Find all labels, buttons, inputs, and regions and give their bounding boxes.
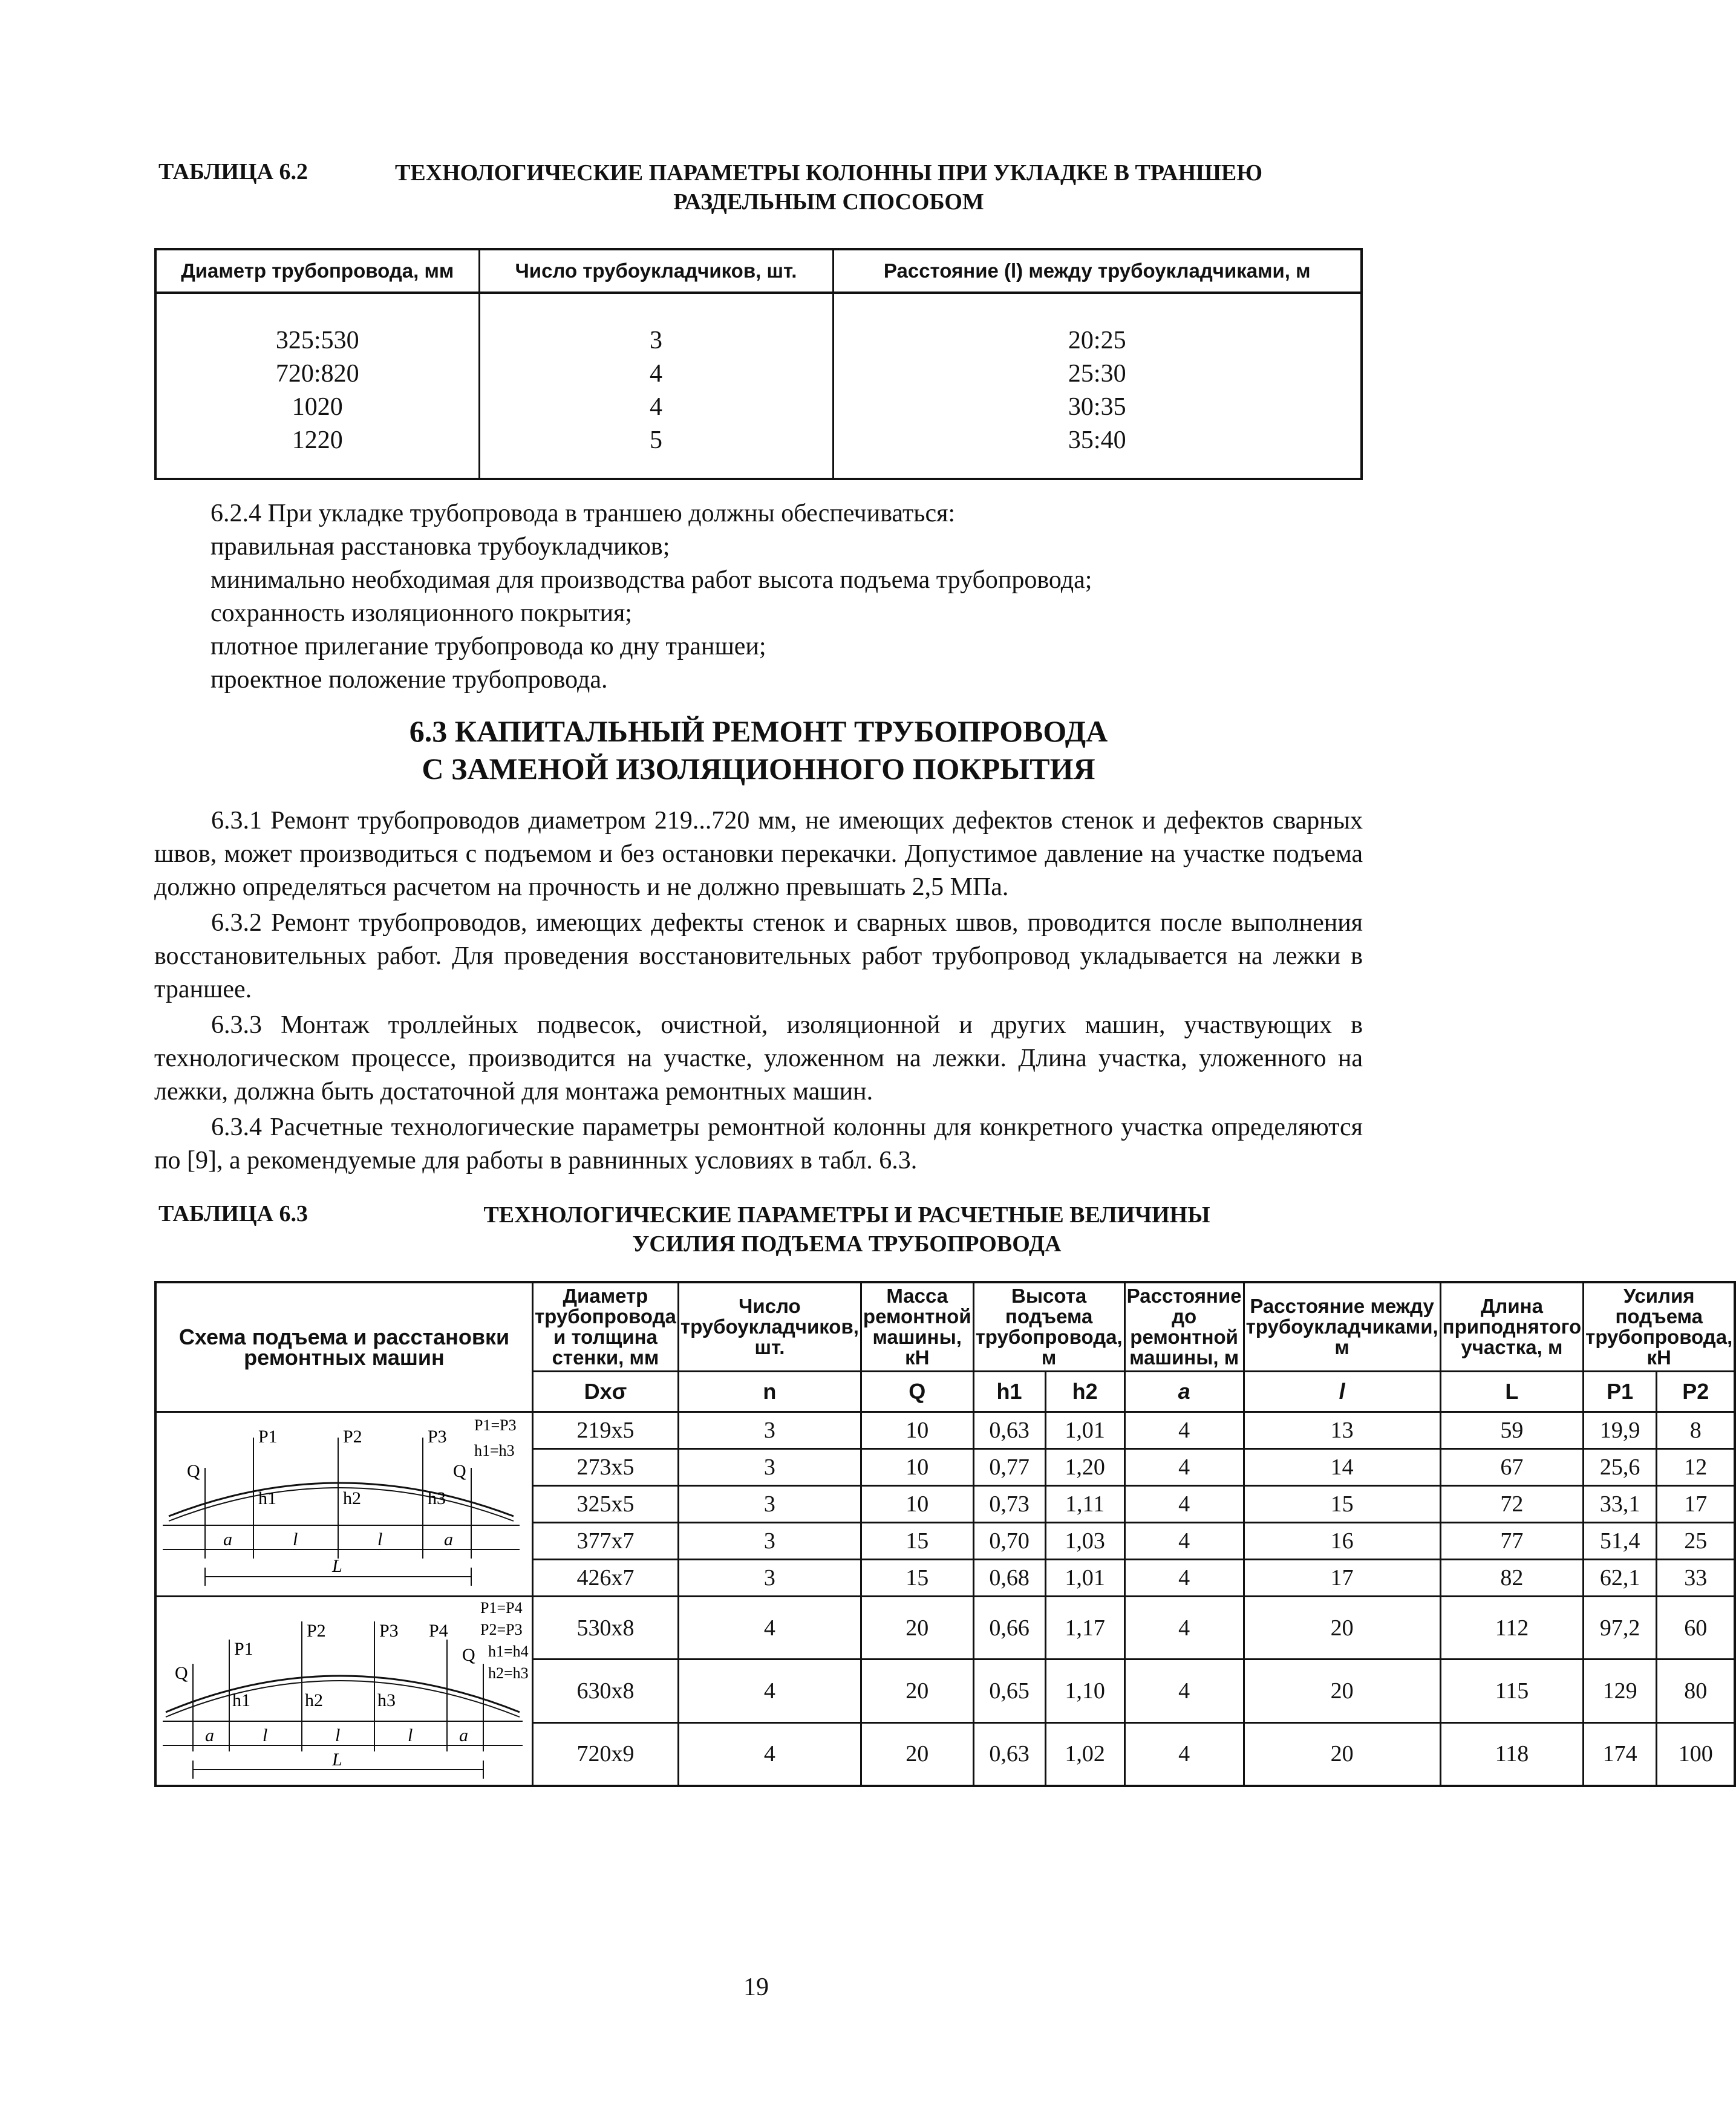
cell: 17 — [1244, 1560, 1440, 1597]
cell: 325x5 — [533, 1486, 679, 1523]
cell: 3 — [678, 1523, 861, 1560]
symbol-L: L — [1440, 1372, 1584, 1412]
cell: 112 — [1440, 1597, 1584, 1660]
cell: 33,1 — [1584, 1486, 1657, 1523]
cell: 219x5 — [533, 1412, 679, 1449]
scheme-label: L — [332, 1750, 342, 1770]
heading-line1: 6.3 КАПИТАЛЬНЫЙ РЕМОНТ ТРУБОПРОВОДА — [409, 714, 1108, 748]
section-6-3-heading — [154, 712, 1363, 787]
header-scheme: Схема подъема и расстановки ремонтных машин — [155, 1282, 533, 1412]
cell: 25 — [1657, 1523, 1735, 1560]
cell: 20:25 — [1068, 327, 1126, 354]
scheme-label: h2 — [343, 1488, 361, 1508]
scheme-label: P1=P4 — [480, 1599, 523, 1617]
table-6-3-title-line1: ТЕХНОЛОГИЧЕСКИЕ ПАРАМЕТРЫ И РАСЧЕТНЫЕ ВЕЛИЧИНЫ — [483, 1202, 1210, 1228]
cell: 62,1 — [1584, 1560, 1657, 1597]
para-line: сохранность изоляционного покрытия; — [210, 599, 632, 627]
cell: 33 — [1657, 1560, 1735, 1597]
scheme-label: a — [223, 1529, 232, 1549]
cell: 80 — [1657, 1660, 1735, 1722]
cell: 3 — [678, 1412, 861, 1449]
cell: 273x5 — [533, 1449, 679, 1486]
scheme-2-diagram — [157, 1597, 532, 1785]
table-6-3-label: ТАБЛИЦА 6.3 — [158, 1201, 308, 1227]
table-6-2-header-row — [155, 249, 1362, 293]
cell: 5 — [650, 426, 662, 454]
cell: 0,70 — [973, 1523, 1045, 1560]
scheme-label: h2 — [305, 1690, 323, 1710]
cell: 4 — [1124, 1486, 1244, 1523]
cell: 3 — [678, 1486, 861, 1523]
cell: 4 — [650, 360, 662, 388]
header-length: Длина приподнятого участка, м — [1440, 1282, 1584, 1372]
cell: 20 — [1244, 1660, 1440, 1722]
cell: 4 — [678, 1660, 861, 1722]
cell: 0,63 — [973, 1412, 1045, 1449]
scheme-label: P4 — [429, 1621, 448, 1641]
cell: 720:820 — [275, 360, 359, 388]
table-6-2-label: ТАБЛИЦА 6.2 — [158, 159, 308, 184]
cell: 19,9 — [1584, 1412, 1657, 1449]
cell: 25,6 — [1584, 1449, 1657, 1486]
cell: 129 — [1584, 1660, 1657, 1722]
cell: 100 — [1657, 1722, 1735, 1786]
para-line: правильная расстановка трубоукладчиков; — [210, 533, 670, 561]
table-6-2-title-line2: РАЗДЕЛЬНЫМ СПОСОБОМ — [673, 189, 984, 215]
cell: 4 — [650, 393, 662, 421]
table-6-2-title-line1: ТЕХНОЛОГИЧЕСКИЕ ПАРАМЕТРЫ КОЛОННЫ ПРИ УКЛАДКЕ В ТРАНШЕЮ — [394, 160, 1263, 186]
scheme-label: l — [335, 1725, 341, 1745]
cell: 1,01 — [1045, 1560, 1124, 1597]
cell: 4 — [1124, 1523, 1244, 1560]
scheme-label: a — [459, 1725, 468, 1745]
scheme-label: h1 — [232, 1690, 250, 1710]
cell: 0,65 — [973, 1660, 1045, 1722]
scheme-label: h3 — [428, 1488, 446, 1508]
scheme-label: h1 — [258, 1488, 276, 1508]
cell: 15 — [861, 1523, 973, 1560]
table-6-3-title-line2: УСИЛИЯ ПОДЪЕМА ТРУБОПРОВОДА — [632, 1231, 1062, 1257]
scheme-label: Q — [187, 1461, 200, 1481]
header-count: Число трубоукладчиков, шт. — [678, 1282, 861, 1372]
cell: 3 — [678, 1560, 861, 1597]
cell: 1020 — [292, 393, 343, 421]
cell: 12 — [1657, 1449, 1735, 1486]
scheme-label: l — [377, 1529, 383, 1549]
cell: 67 — [1440, 1449, 1584, 1486]
cell: 325:530 — [275, 327, 359, 354]
cell: 426x7 — [533, 1560, 679, 1597]
scheme-label: a — [444, 1529, 453, 1549]
cell: 1,20 — [1045, 1449, 1124, 1486]
cell: 1220 — [292, 426, 343, 454]
cell: 4 — [678, 1722, 861, 1786]
header-count: Число трубоукладчиков, шт. — [479, 249, 833, 293]
cell: 4 — [1124, 1412, 1244, 1449]
scheme-label: a — [205, 1725, 214, 1745]
scheme-label: Q — [462, 1645, 475, 1665]
cell: 20 — [861, 1597, 973, 1660]
para-line: плотное прилегание трубопровода ко дну траншеи; — [210, 633, 766, 660]
header-dist-l: Расстояние между трубоукладчиками, м — [1244, 1282, 1440, 1372]
scheme-label: l — [263, 1725, 268, 1745]
table-row — [155, 1412, 1735, 1449]
cell: 97,2 — [1584, 1597, 1657, 1660]
cell: 25:30 — [1068, 360, 1126, 388]
cell: 16 — [1244, 1523, 1440, 1560]
column-diameter — [155, 293, 479, 479]
cell: 0,66 — [973, 1597, 1045, 1660]
cell: 20 — [861, 1660, 973, 1722]
cell: 4 — [678, 1597, 861, 1660]
scheme-label: h3 — [377, 1690, 396, 1710]
cell: 3 — [650, 327, 662, 354]
cell: 15 — [1244, 1486, 1440, 1523]
table-6-3-header-row — [155, 1282, 1735, 1372]
header-height: Высота подъема трубопровода, м — [973, 1282, 1124, 1372]
cell: 1,17 — [1045, 1597, 1124, 1660]
scheme-label: P1=P3 — [474, 1416, 517, 1434]
cell: 20 — [861, 1722, 973, 1786]
cell: 115 — [1440, 1660, 1584, 1722]
symbol-mass: Q — [861, 1372, 973, 1412]
cell: 720x9 — [533, 1722, 679, 1786]
paragraph-6-3-4: 6.3.4 Расчетные технологические параметры ремонтной колонны для конкретного участка определяются по [9], а рекомендуемые для работы в равнинных условиях в табл. 6.3. — [154, 1113, 1363, 1174]
cell: 4 — [1124, 1449, 1244, 1486]
paragraph-6-2-4 — [210, 497, 1366, 697]
cell: 13 — [1244, 1412, 1440, 1449]
header-diameter: Диаметр трубопровода и толщина стенки, мм — [533, 1282, 679, 1372]
cell: 1,10 — [1045, 1660, 1124, 1722]
scheme-1-cell — [155, 1412, 533, 1597]
symbol-l: l — [1244, 1372, 1440, 1412]
paragraph-6-3-1: 6.3.1 Ремонт трубопроводов диаметром 219...720 мм, не имеющих дефектов стенок и дефектов сварных швов, может производиться с подъемом и без остановки перекачки. Допустимое давление на участке подъема должно определяться расчетом на прочность и не должно превышать 2,5 МПа. — [154, 807, 1363, 901]
symbol-a: a — [1124, 1372, 1244, 1412]
symbol-P1: P1 — [1584, 1372, 1657, 1412]
table-6-2-body — [155, 293, 1362, 479]
scheme-label: h1=h3 — [474, 1442, 515, 1459]
cell: 4 — [1124, 1560, 1244, 1597]
cell: 4 — [1124, 1660, 1244, 1722]
header-force: Усилия подъема трубопровода, кН — [1584, 1282, 1735, 1372]
cell: 15 — [861, 1560, 973, 1597]
header-diameter: Диаметр трубопровода, мм — [155, 249, 479, 293]
table-6-3-title — [423, 1200, 1270, 1259]
column-count — [479, 293, 833, 479]
cell: 20 — [1244, 1722, 1440, 1786]
cell: 530x8 — [533, 1597, 679, 1660]
cell: 17 — [1657, 1486, 1735, 1523]
scheme-label: P2 — [307, 1621, 326, 1641]
cell: 8 — [1657, 1412, 1735, 1449]
header-distance: Расстояние (l) между трубоукладчиками, м — [833, 249, 1362, 293]
scheme-label: P3 — [428, 1427, 447, 1447]
scheme-1-diagram — [157, 1413, 532, 1595]
paragraph-6-3-3: 6.3.3 Монтаж троллейных подвесок, очистной, изоляционной и других машин, участвующих в технологическом процессе, производится на участке, уложенном на лежки. Длина участка, уложенного на лежки, должна быть достаточной для монтажа ремонтных машин. — [154, 1011, 1363, 1106]
scheme-label: P1 — [258, 1427, 278, 1447]
cell: 82 — [1440, 1560, 1584, 1597]
cell: 0,63 — [973, 1722, 1045, 1786]
scheme-label: P1 — [234, 1639, 253, 1659]
symbol-diameter: Dxσ — [533, 1372, 679, 1412]
symbol-P2: P2 — [1657, 1372, 1735, 1412]
table-6-2-title — [375, 158, 1282, 217]
cell: 60 — [1657, 1597, 1735, 1660]
scheme-label: l — [293, 1529, 298, 1549]
cell: 10 — [861, 1449, 973, 1486]
symbol-h1: h1 — [973, 1372, 1045, 1412]
scheme-label: P2=P3 — [480, 1621, 523, 1638]
paragraph-6-3-2: 6.3.2 Ремонт трубопроводов, имеющих дефекты стенок и сварных швов, проводится после выполнения восстановительных работ. Для проведения восстановительных работ трубопровод укладывается на лежки в траншее. — [154, 909, 1363, 1003]
cell: 14 — [1244, 1449, 1440, 1486]
cell: 1,11 — [1045, 1486, 1124, 1523]
cell: 1,01 — [1045, 1412, 1124, 1449]
scheme-2-cell — [155, 1597, 533, 1787]
cell: 4 — [1124, 1597, 1244, 1660]
scheme-label: P2 — [343, 1427, 362, 1447]
para-line: минимально необходимая для производства работ высота подъема трубопровода; — [210, 566, 1092, 594]
table-6-2 — [154, 248, 1363, 480]
scheme-label: Q — [175, 1663, 188, 1683]
heading-line2: С ЗАМЕНОЙ ИЗОЛЯЦИОННОГО ПОКРЫТИЯ — [422, 752, 1095, 786]
cell: 10 — [861, 1412, 973, 1449]
cell: 0,77 — [973, 1449, 1045, 1486]
cell: 30:35 — [1068, 393, 1126, 421]
cell: 59 — [1440, 1412, 1584, 1449]
scheme-label: L — [332, 1556, 342, 1576]
cell: 20 — [1244, 1597, 1440, 1660]
scheme-label: l — [408, 1725, 413, 1745]
scheme-label: P3 — [379, 1621, 399, 1641]
symbol-count: n — [678, 1372, 861, 1412]
cell: 3 — [678, 1449, 861, 1486]
scheme-label: h1=h4 — [488, 1643, 529, 1660]
cell: 174 — [1584, 1722, 1657, 1786]
scheme-label: Q — [453, 1461, 466, 1481]
section-6-3-body — [154, 804, 1363, 1180]
cell: 35:40 — [1068, 426, 1126, 454]
scheme-label: h2=h3 — [488, 1664, 529, 1682]
page-number: 19 — [743, 1973, 769, 2001]
header-dist-a: Расстояние до ремонтной машины, м — [1124, 1282, 1244, 1372]
cell: 630x8 — [533, 1660, 679, 1722]
cell: 118 — [1440, 1722, 1584, 1786]
cell: 4 — [1124, 1722, 1244, 1786]
column-distance — [833, 293, 1362, 479]
cell: 77 — [1440, 1523, 1584, 1560]
cell: 1,03 — [1045, 1523, 1124, 1560]
cell: 377x7 — [533, 1523, 679, 1560]
cell: 0,73 — [973, 1486, 1045, 1523]
para-line: проектное положение трубопровода. — [210, 666, 608, 694]
table-6-3 — [154, 1281, 1736, 1787]
cell: 51,4 — [1584, 1523, 1657, 1560]
table-row — [155, 1597, 1735, 1660]
cell: 72 — [1440, 1486, 1584, 1523]
cell: 10 — [861, 1486, 973, 1523]
para-line: 6.2.4 При укладке трубопровода в траншею должны обеспечиваться: — [210, 500, 956, 527]
header-mass: Масса ремонтной машины, кН — [861, 1282, 973, 1372]
symbol-h2: h2 — [1045, 1372, 1124, 1412]
cell: 0,68 — [973, 1560, 1045, 1597]
cell: 1,02 — [1045, 1722, 1124, 1786]
